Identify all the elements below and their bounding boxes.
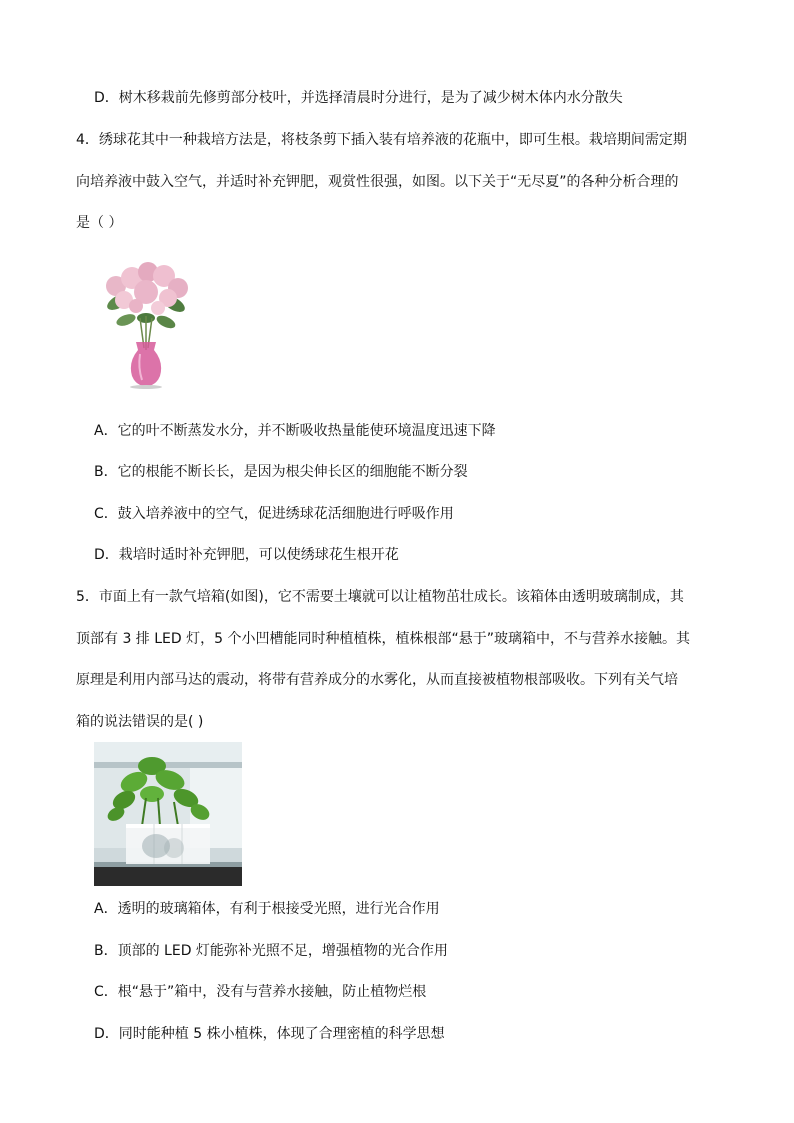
q4-option-a: A．它的叶不断蒸发水分，并不断吸收热量能使环境温度迅速下降 — [94, 423, 496, 439]
q4-option-d: D．栽培时适时补充钾肥，可以使绣球花生根开花 — [94, 547, 399, 563]
q5-option-a: A．透明的玻璃箱体，有利于根接受光照，进行光合作用 — [94, 901, 440, 917]
q4-option-b: B．它的根能不断长长，是因为根尖伸长区的细胞能不断分裂 — [94, 464, 468, 480]
q4-stem-line-2: 向培养液中鼓入空气，并适时补充钾肥，观赏性很强，如图。以下关于“无尽夏”的各种分析合理的 — [76, 174, 679, 190]
q5-option-d: D．同时能种植 5 株小植株，体现了合理密植的科学思想 — [94, 1026, 445, 1042]
q5-stem-line-3: 原理是利用内部马达的震动，将带有营养成分的水雾化，从而直接被植物根部吸收。下列有关气培 — [76, 672, 678, 688]
q3-option-d: D．树木移栽前先修剪部分枝叶，并选择清晨时分进行，是为了减少树木体内水分散失 — [94, 90, 623, 106]
q5-option-b: B．顶部的 LED 灯能弥补光照不足，增强植物的光合作用 — [94, 943, 448, 959]
q5-stem-line-1: 5．市面上有一款气培箱(如图)，它不需要土壤就可以让植物茁壮成长。该箱体由透明玻璃制成，其 — [76, 589, 684, 605]
q4-stem-line-3: 是（ ） — [76, 215, 123, 231]
q5-stem-line-2: 顶部有 3 排 LED 灯，5 个小凹槽能同时种植植株，植株根部“悬于”玻璃箱中，不与营养水接触。其 — [76, 631, 690, 647]
aeroponic-box-figure — [94, 742, 242, 886]
q5-option-c: C．根“悬于”箱中，没有与营养水接触，防止植物烂根 — [94, 984, 427, 1000]
q4-stem-line-1: 4．绣球花其中一种栽培方法是，将枝条剪下插入装有培养液的花瓶中，即可生根。栽培期间需定期 — [76, 132, 687, 148]
q5-stem-line-4: 箱的说法错误的是( ) — [76, 714, 204, 730]
hydrangea-vase-figure — [96, 258, 196, 390]
q4-option-c: C．鼓入培养液中的空气，促进绣球花活细胞进行呼吸作用 — [94, 506, 454, 522]
